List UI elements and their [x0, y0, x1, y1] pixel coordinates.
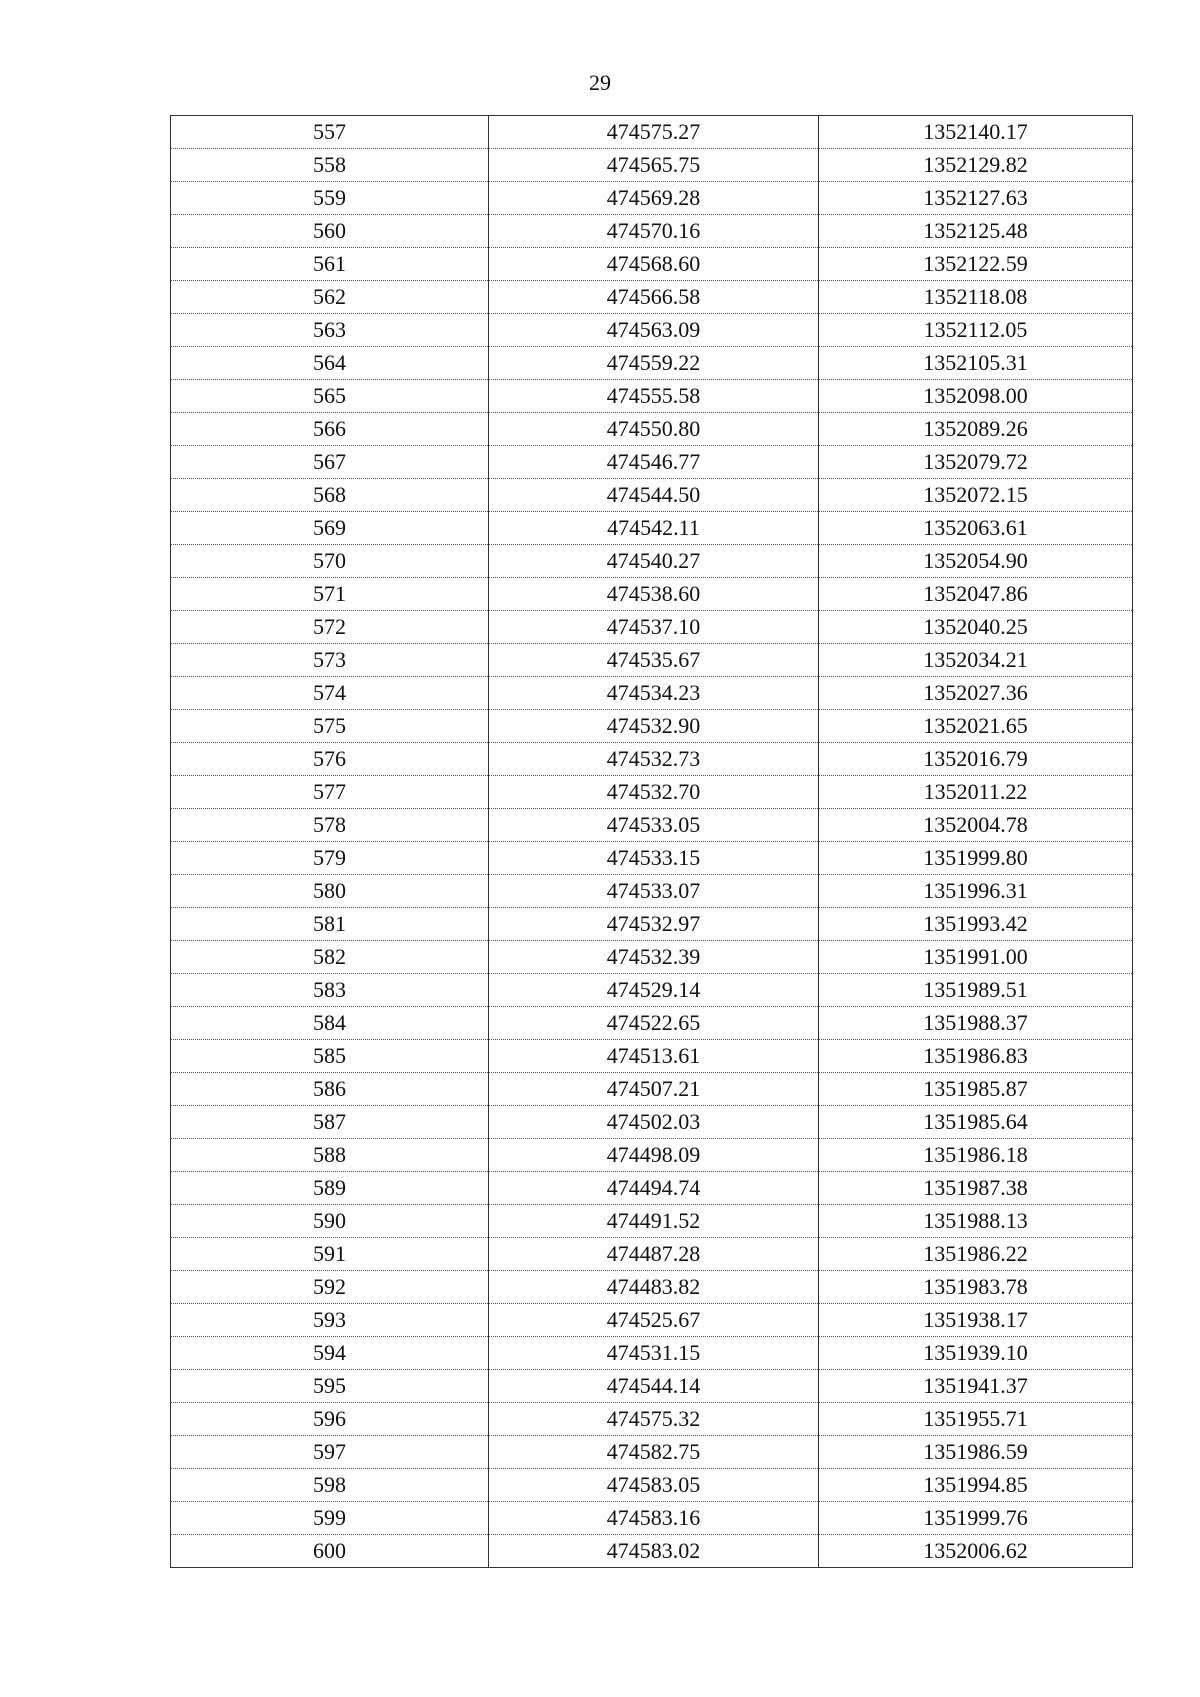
x-coordinate-cell: 474491.52 [489, 1205, 819, 1238]
point-number-cell: 593 [171, 1304, 489, 1337]
y-coordinate-cell: 1352016.79 [819, 743, 1133, 776]
point-number-cell: 595 [171, 1370, 489, 1403]
point-number-cell: 596 [171, 1403, 489, 1436]
point-number-cell: 582 [171, 941, 489, 974]
point-number-cell: 565 [171, 380, 489, 413]
y-coordinate-cell: 1351991.00 [819, 941, 1133, 974]
table-row [171, 1535, 1133, 1568]
y-coordinate-cell: 1352063.61 [819, 512, 1133, 545]
table-row [171, 1139, 1133, 1172]
y-coordinate-cell: 1352079.72 [819, 446, 1133, 479]
point-number-cell: 592 [171, 1271, 489, 1304]
x-coordinate-cell: 474532.90 [489, 710, 819, 743]
x-coordinate-cell: 474533.15 [489, 842, 819, 875]
x-coordinate-cell: 474546.77 [489, 446, 819, 479]
x-coordinate-cell: 474583.05 [489, 1469, 819, 1502]
y-coordinate-cell: 1352089.26 [819, 413, 1133, 446]
y-coordinate-cell: 1351993.42 [819, 908, 1133, 941]
point-number-cell: 589 [171, 1172, 489, 1205]
table-row [171, 1436, 1133, 1469]
table-row [171, 1370, 1133, 1403]
y-coordinate-cell: 1352047.86 [819, 578, 1133, 611]
y-coordinate-cell: 1351939.10 [819, 1337, 1133, 1370]
point-number-cell: 599 [171, 1502, 489, 1535]
x-coordinate-cell: 474532.73 [489, 743, 819, 776]
point-number-cell: 579 [171, 842, 489, 875]
x-coordinate-cell: 474555.58 [489, 380, 819, 413]
y-coordinate-cell: 1351989.51 [819, 974, 1133, 1007]
x-coordinate-cell: 474544.14 [489, 1370, 819, 1403]
point-number-cell: 566 [171, 413, 489, 446]
table-row [171, 743, 1133, 776]
y-coordinate-cell: 1352125.48 [819, 215, 1133, 248]
y-coordinate-cell: 1351983.78 [819, 1271, 1133, 1304]
table-row [171, 1337, 1133, 1370]
table-row [171, 380, 1133, 413]
y-coordinate-cell: 1352105.31 [819, 347, 1133, 380]
x-coordinate-cell: 474534.23 [489, 677, 819, 710]
x-coordinate-cell: 474566.58 [489, 281, 819, 314]
point-number-cell: 581 [171, 908, 489, 941]
y-coordinate-cell: 1352034.21 [819, 644, 1133, 677]
table-row [171, 1040, 1133, 1073]
table-row [171, 215, 1133, 248]
y-coordinate-cell: 1352027.36 [819, 677, 1133, 710]
coordinates-table-body [171, 116, 1133, 1568]
point-number-cell: 588 [171, 1139, 489, 1172]
table-row [171, 512, 1133, 545]
x-coordinate-cell: 474533.05 [489, 809, 819, 842]
table-row [171, 875, 1133, 908]
x-coordinate-cell: 474538.60 [489, 578, 819, 611]
table-row [171, 182, 1133, 215]
x-coordinate-cell: 474532.97 [489, 908, 819, 941]
x-coordinate-cell: 474569.28 [489, 182, 819, 215]
x-coordinate-cell: 474532.70 [489, 776, 819, 809]
point-number-cell: 558 [171, 149, 489, 182]
x-coordinate-cell: 474544.50 [489, 479, 819, 512]
table-row [171, 578, 1133, 611]
table-row [171, 1007, 1133, 1040]
table-row [171, 248, 1133, 281]
table-row [171, 1271, 1133, 1304]
x-coordinate-cell: 474550.80 [489, 413, 819, 446]
y-coordinate-cell: 1351985.64 [819, 1106, 1133, 1139]
table-row [171, 677, 1133, 710]
table-row [171, 1172, 1133, 1205]
table-row [171, 314, 1133, 347]
table-row [171, 116, 1133, 149]
x-coordinate-cell: 474522.65 [489, 1007, 819, 1040]
x-coordinate-cell: 474535.67 [489, 644, 819, 677]
y-coordinate-cell: 1351986.59 [819, 1436, 1133, 1469]
point-number-cell: 574 [171, 677, 489, 710]
point-number-cell: 584 [171, 1007, 489, 1040]
point-number-cell: 570 [171, 545, 489, 578]
point-number-cell: 587 [171, 1106, 489, 1139]
x-coordinate-cell: 474494.74 [489, 1172, 819, 1205]
y-coordinate-cell: 1351985.87 [819, 1073, 1133, 1106]
y-coordinate-cell: 1351994.85 [819, 1469, 1133, 1502]
y-coordinate-cell: 1351986.22 [819, 1238, 1133, 1271]
y-coordinate-cell: 1352072.15 [819, 479, 1133, 512]
y-coordinate-cell: 1351986.83 [819, 1040, 1133, 1073]
table-row [171, 1403, 1133, 1436]
table-row [171, 941, 1133, 974]
x-coordinate-cell: 474575.32 [489, 1403, 819, 1436]
table-row [171, 842, 1133, 875]
table-row [171, 644, 1133, 677]
y-coordinate-cell: 1352040.25 [819, 611, 1133, 644]
table-row [171, 1502, 1133, 1535]
point-number-cell: 561 [171, 248, 489, 281]
table-row [171, 776, 1133, 809]
point-number-cell: 559 [171, 182, 489, 215]
x-coordinate-cell: 474533.07 [489, 875, 819, 908]
page-number: 29 [589, 70, 611, 95]
y-coordinate-cell: 1352054.90 [819, 545, 1133, 578]
y-coordinate-cell: 1352098.00 [819, 380, 1133, 413]
y-coordinate-cell: 1351987.38 [819, 1172, 1133, 1205]
table-row [171, 479, 1133, 512]
point-number-cell: 563 [171, 314, 489, 347]
point-number-cell: 583 [171, 974, 489, 1007]
x-coordinate-cell: 474532.39 [489, 941, 819, 974]
table-row [171, 413, 1133, 446]
point-number-cell: 564 [171, 347, 489, 380]
point-number-cell: 560 [171, 215, 489, 248]
y-coordinate-cell: 1352118.08 [819, 281, 1133, 314]
y-coordinate-cell: 1351986.18 [819, 1139, 1133, 1172]
x-coordinate-cell: 474559.22 [489, 347, 819, 380]
y-coordinate-cell: 1352011.22 [819, 776, 1133, 809]
x-coordinate-cell: 474542.11 [489, 512, 819, 545]
point-number-cell: 567 [171, 446, 489, 479]
point-number-cell: 585 [171, 1040, 489, 1073]
table-row [171, 1238, 1133, 1271]
point-number-cell: 580 [171, 875, 489, 908]
x-coordinate-cell: 474583.02 [489, 1535, 819, 1568]
table-row [171, 347, 1133, 380]
table-row [171, 1304, 1133, 1337]
y-coordinate-cell: 1352004.78 [819, 809, 1133, 842]
x-coordinate-cell: 474565.75 [489, 149, 819, 182]
y-coordinate-cell: 1351938.17 [819, 1304, 1133, 1337]
table-row [171, 1469, 1133, 1502]
point-number-cell: 600 [171, 1535, 489, 1568]
table-row [171, 149, 1133, 182]
y-coordinate-cell: 1352021.65 [819, 710, 1133, 743]
point-number-cell: 577 [171, 776, 489, 809]
x-coordinate-cell: 474531.15 [489, 1337, 819, 1370]
point-number-cell: 586 [171, 1073, 489, 1106]
y-coordinate-cell: 1352127.63 [819, 182, 1133, 215]
point-number-cell: 573 [171, 644, 489, 677]
table-row [171, 281, 1133, 314]
table-row [171, 1205, 1133, 1238]
y-coordinate-cell: 1352112.05 [819, 314, 1133, 347]
x-coordinate-cell: 474502.03 [489, 1106, 819, 1139]
table-row [171, 710, 1133, 743]
y-coordinate-cell: 1352140.17 [819, 116, 1133, 149]
x-coordinate-cell: 474537.10 [489, 611, 819, 644]
point-number-cell: 557 [171, 116, 489, 149]
x-coordinate-cell: 474529.14 [489, 974, 819, 1007]
x-coordinate-cell: 474487.28 [489, 1238, 819, 1271]
table-row [171, 446, 1133, 479]
point-number-cell: 571 [171, 578, 489, 611]
y-coordinate-cell: 1351988.37 [819, 1007, 1133, 1040]
y-coordinate-cell: 1352006.62 [819, 1535, 1133, 1568]
y-coordinate-cell: 1351988.13 [819, 1205, 1133, 1238]
point-number-cell: 597 [171, 1436, 489, 1469]
point-number-cell: 591 [171, 1238, 489, 1271]
point-number-cell: 562 [171, 281, 489, 314]
table-row [171, 809, 1133, 842]
y-coordinate-cell: 1351999.80 [819, 842, 1133, 875]
table-row [171, 545, 1133, 578]
x-coordinate-cell: 474483.82 [489, 1271, 819, 1304]
y-coordinate-cell: 1351996.31 [819, 875, 1133, 908]
point-number-cell: 569 [171, 512, 489, 545]
x-coordinate-cell: 474540.27 [489, 545, 819, 578]
point-number-cell: 572 [171, 611, 489, 644]
point-number-cell: 576 [171, 743, 489, 776]
y-coordinate-cell: 1351941.37 [819, 1370, 1133, 1403]
x-coordinate-cell: 474570.16 [489, 215, 819, 248]
x-coordinate-cell: 474568.60 [489, 248, 819, 281]
point-number-cell: 590 [171, 1205, 489, 1238]
point-number-cell: 575 [171, 710, 489, 743]
y-coordinate-cell: 1351955.71 [819, 1403, 1133, 1436]
x-coordinate-cell: 474563.09 [489, 314, 819, 347]
table-row [171, 908, 1133, 941]
x-coordinate-cell: 474513.61 [489, 1040, 819, 1073]
x-coordinate-cell: 474582.75 [489, 1436, 819, 1469]
table-row [171, 974, 1133, 1007]
coordinates-table [170, 115, 1133, 1568]
x-coordinate-cell: 474583.16 [489, 1502, 819, 1535]
table-row [171, 611, 1133, 644]
x-coordinate-cell: 474498.09 [489, 1139, 819, 1172]
point-number-cell: 598 [171, 1469, 489, 1502]
point-number-cell: 568 [171, 479, 489, 512]
x-coordinate-cell: 474575.27 [489, 116, 819, 149]
x-coordinate-cell: 474525.67 [489, 1304, 819, 1337]
y-coordinate-cell: 1352122.59 [819, 248, 1133, 281]
table-row [171, 1106, 1133, 1139]
x-coordinate-cell: 474507.21 [489, 1073, 819, 1106]
y-coordinate-cell: 1351999.76 [819, 1502, 1133, 1535]
y-coordinate-cell: 1352129.82 [819, 149, 1133, 182]
point-number-cell: 578 [171, 809, 489, 842]
point-number-cell: 594 [171, 1337, 489, 1370]
table-row [171, 1073, 1133, 1106]
